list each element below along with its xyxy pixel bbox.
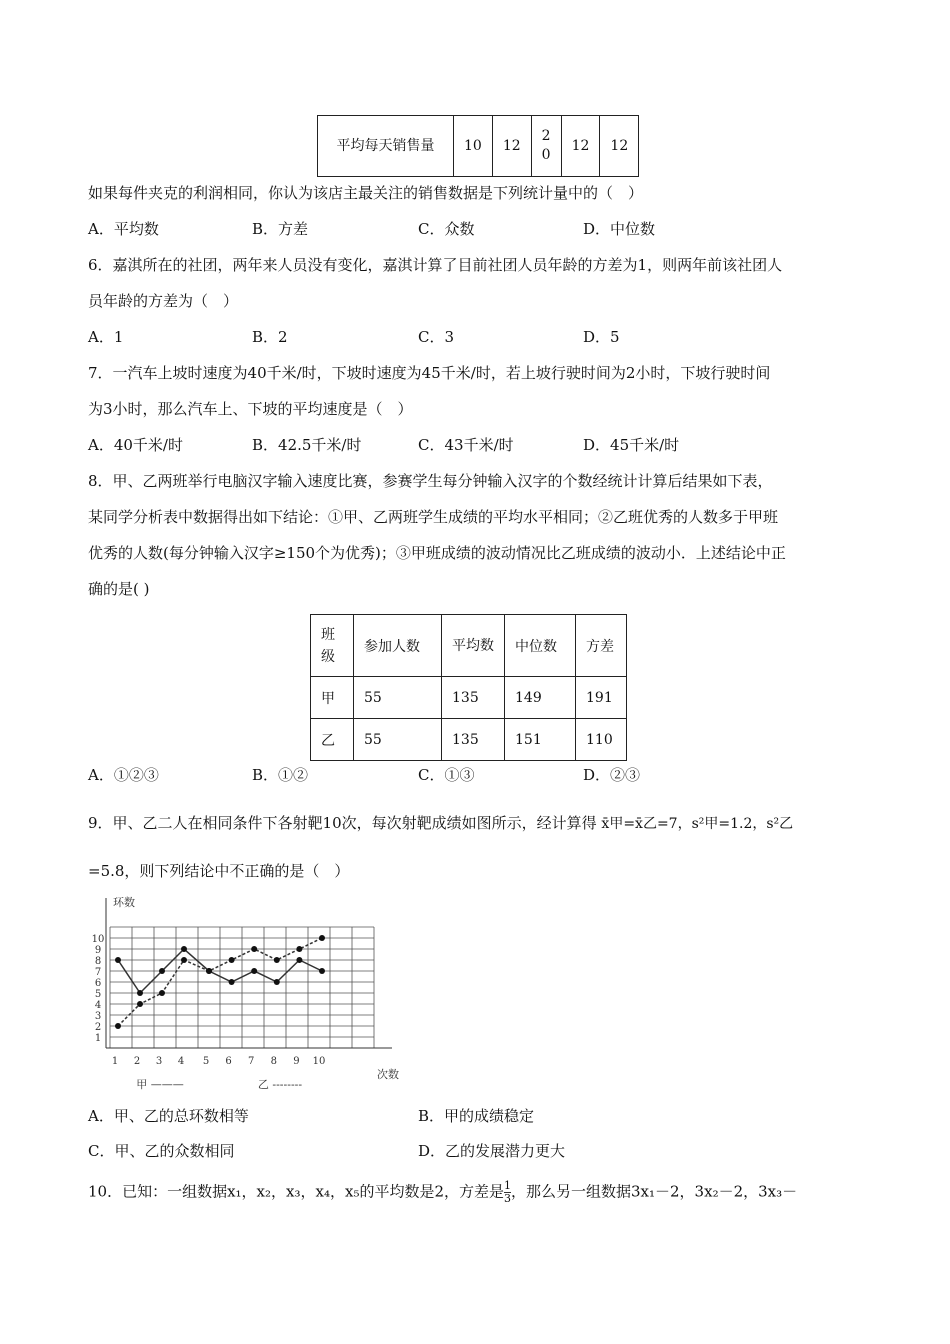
data-point: [181, 957, 187, 963]
x-tick-label: 7: [248, 1056, 255, 1067]
cell: 12: [561, 116, 600, 177]
y-tick-label: 6: [94, 978, 102, 989]
q6-line2: 员年龄的方差为（ ）: [88, 292, 239, 310]
option[interactable]: D．45千米/时: [583, 436, 680, 454]
y-tick-label: 4: [94, 1000, 102, 1011]
cell: 10: [454, 116, 493, 177]
q6-line1: 6．嘉淇所在的社团，两年来人员没有变化，嘉淇计算了目前社团人员年龄的方差为1，则两年前该社团人: [88, 256, 783, 274]
shooting-chart: [88, 890, 408, 1091]
q8-line4: 确的是( ): [88, 580, 150, 598]
option[interactable]: D．乙的发展潜力更大: [418, 1142, 566, 1160]
option[interactable]: C．3: [418, 328, 455, 346]
x-axis-label: 次数: [377, 1068, 399, 1081]
option[interactable]: B．方差: [252, 220, 309, 238]
option[interactable]: B．2: [252, 328, 288, 346]
option[interactable]: D．②③: [583, 766, 641, 784]
data-point: [159, 990, 165, 996]
data-point: [251, 946, 257, 952]
y-tick-label: 1: [94, 1033, 102, 1044]
class-table: 班级 参加人数 平均数 中位数 方差 甲 55 135 149 191 乙 55 135 151 110: [310, 614, 627, 761]
x-tick-label: 3: [155, 1056, 163, 1067]
option[interactable]: C．众数: [418, 220, 475, 238]
x-tick-label: 4: [177, 1056, 185, 1067]
option[interactable]: C．甲、乙的众数相同: [88, 1142, 235, 1160]
data-point: [229, 979, 235, 985]
x-tick-label: 1: [111, 1056, 119, 1067]
data-point: [115, 1023, 121, 1029]
y-tick-label: 3: [94, 1011, 102, 1022]
data-point: [296, 946, 302, 952]
data-point: [319, 935, 325, 941]
data-point: [206, 968, 212, 974]
y-axis-label: 环数: [113, 896, 135, 909]
legend-yi: 乙 --------: [257, 1078, 303, 1091]
data-point: [229, 957, 235, 963]
y-tick-label: 9: [94, 945, 102, 956]
q9-formula: x̄甲=x̄乙=7，s²甲=1.2，s²乙: [601, 816, 794, 832]
x-tick-label: 8: [270, 1056, 277, 1067]
data-point: [274, 979, 280, 985]
option[interactable]: A．40千米/时: [88, 436, 183, 454]
option[interactable]: C．①③: [418, 766, 475, 784]
data-point: [181, 946, 187, 952]
x-tick-label: 10: [312, 1056, 326, 1067]
y-tick-label: 7: [94, 967, 102, 978]
cell: 20: [531, 116, 561, 177]
data-point: [274, 957, 280, 963]
x-tick-label: 5: [202, 1056, 210, 1067]
sales-table: 平均每天销售量 10 12 20 12 12: [317, 115, 639, 177]
option[interactable]: D．5: [583, 328, 620, 346]
q8-line3: 优秀的人数(每分钟输入汉字≥150个为优秀)；③甲班成绩的波动情况比乙班成绩的波动小．上述结论中正: [88, 544, 786, 562]
option[interactable]: B．甲的成绩稳定: [418, 1107, 535, 1125]
q7-line1: 7．一汽车上坡时速度为40千米/时，下坡时速度为45千米/时，若上坡行驶时间为2小时，下坡行驶时间: [88, 364, 771, 382]
y-tick-label: 8: [94, 956, 102, 967]
y-tick-label: 10: [91, 934, 105, 945]
q8-line1: 8．甲、乙两班举行电脑汉字输入速度比赛，参赛学生每分钟输入汉字的个数经统计计算后结果如下表，: [88, 472, 773, 490]
q8-line2: 某同学分析表中数据得出如下结论：①甲、乙两班学生成绩的平均水平相同；②乙班优秀的人数多于甲班: [88, 508, 779, 526]
option[interactable]: A．①②③: [88, 766, 159, 784]
q7-line2: 为3小时，那么汽车上、下坡的平均速度是（ ）: [88, 400, 413, 418]
option[interactable]: A．1: [88, 328, 124, 346]
x-tick-label: 6: [225, 1056, 232, 1067]
data-point: [296, 957, 302, 963]
option[interactable]: C．43千米/时: [418, 436, 514, 454]
data-point: [137, 1001, 143, 1007]
data-point: [115, 957, 121, 963]
option[interactable]: A．甲、乙的总环数相等: [88, 1107, 249, 1125]
x-tick-label: 2: [133, 1056, 141, 1067]
q10-text: 10．已知：一组数据x₁，x₂，x₃，x₄，x₅的平均数是2，方差是 $\frac{1}{3}$ ，那么另一组数据3x₁－2，3x₂－2，3x₃－: [88, 1179, 798, 1205]
cell: 12: [492, 116, 531, 177]
q9-line2: =5.8，则下列结论中不正确的是（ ）: [88, 862, 350, 880]
y-tick-label: 5: [94, 989, 102, 1000]
y-tick-label: 2: [94, 1022, 102, 1033]
option[interactable]: B．①②: [252, 766, 309, 784]
data-point: [159, 968, 165, 974]
q5-text: 如果每件夹克的利润相同，你认为该店主最关注的销售数据是下列统计量中的（ ）: [88, 184, 644, 202]
x-tick-label: 9: [293, 1056, 300, 1067]
q9-line1: 9．甲、乙二人在相同条件下各射靶10次，每次射靶成绩如图所示，经计算得 x̄甲=x̄乙=7，s²甲=1.2，s²乙: [88, 814, 794, 832]
option[interactable]: D．中位数: [583, 220, 656, 238]
option[interactable]: B．42.5千米/时: [252, 436, 362, 454]
option[interactable]: A．平均数: [88, 220, 159, 238]
data-point: [251, 968, 257, 974]
legend-jia: 甲 ———: [136, 1078, 184, 1091]
fraction: $\frac{1}{3}$: [504, 1179, 511, 1205]
data-point: [137, 990, 143, 996]
cell: 12: [600, 116, 639, 177]
data-point: [319, 968, 325, 974]
